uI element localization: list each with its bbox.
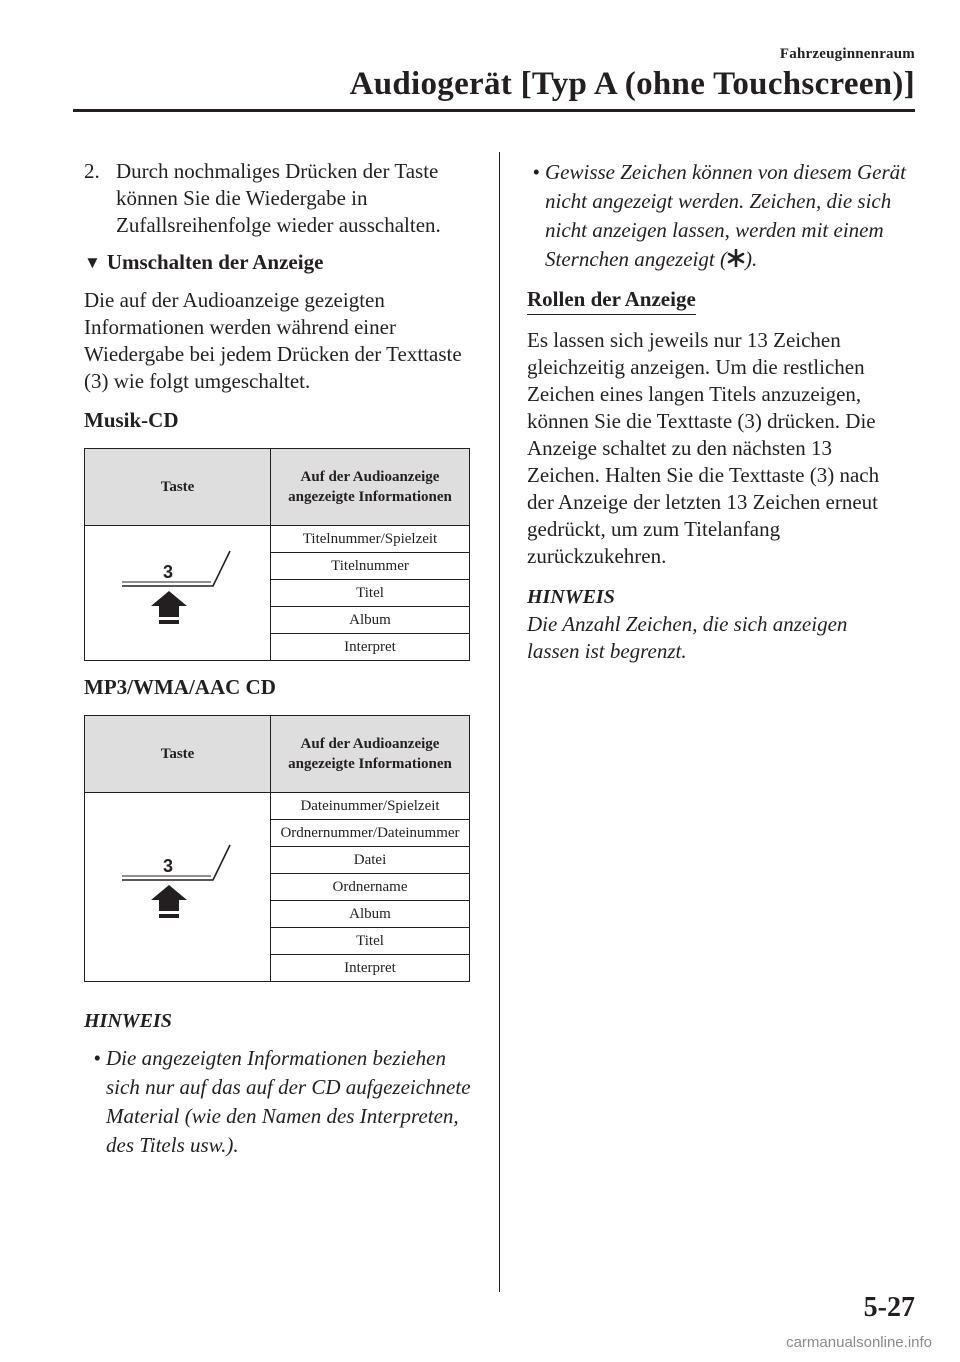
scroll-paragraph: Es lassen sich jeweils nur 13 Zeichen gleichzeitig anzeigen. Um die restlichen Zeichen eines langen Titels anzuzeigen, können Sie die Texttaste (3) drücken. Die Anzeige schaltet zu den nächsten 13 Zeichen. Halten Sie die Texttaste (3) nach der Anzeige der letzten 13 Zeichen erneut gedrückt, um zum Titelanfang zurückzukehren. [527, 328, 880, 568]
page-number: 5-27 [863, 1292, 915, 1323]
mp3-row: Titel [271, 928, 470, 955]
bullet-text-before: Gewisse Zeichen können von diesem Gerät nicht angezeigt werden. Zeichen, die sich nicht anzeigen lassen, werden mit einem Sternchen angezeigt ( [545, 160, 906, 271]
bullet-dot-icon: • [532, 160, 540, 184]
mp3-row: Dateinummer/Spielzeit [271, 793, 470, 820]
mp3-table-key-header: Taste [85, 716, 271, 793]
cd-table-key-header: Taste [85, 449, 271, 526]
asterisk-icon [727, 249, 745, 267]
watermark: carmanualsonline.info [786, 1334, 932, 1351]
cd-row: Interpret [271, 634, 470, 661]
section-heading-text: Umschalten der Anzeige [106, 250, 324, 274]
bullet-dot-icon: • [93, 1046, 101, 1070]
cd-row: Titel [271, 580, 470, 607]
left-column [84, 158, 474, 1160]
step-text: Durch nochmaliges Drücken der Taste können Sie die Wiedergabe in Zufallsreihenfolge wieder ausschalten. [116, 159, 441, 237]
triangle-down-icon: ▼ [84, 253, 101, 272]
mp3-table [84, 715, 470, 982]
bullet-text-after: ). [744, 247, 758, 271]
text-button-icon [122, 549, 234, 631]
button-number-label: 3 [162, 856, 173, 876]
cd-row: Album [271, 607, 470, 634]
mp3-row: Ordnername [271, 874, 470, 901]
mp3-row: Album [271, 901, 470, 928]
step-2 [84, 158, 474, 239]
cd-table [84, 448, 470, 661]
mp3-row: Datei [271, 847, 470, 874]
header-rule [73, 109, 915, 112]
note-bullet-text: Die angezeigten Informationen beziehen sich nur auf das auf der CD aufgezeichnete Material (wie den Namen des Interpreten, des Titels usw.). [106, 1046, 471, 1157]
right-note-text: Die Anzahl Zeichen, die sich anzeigen lassen ist begrenzt. [527, 612, 848, 663]
intro-paragraph: Die auf der Audioanzeige gezeigten Informationen werden während einer Wiedergabe bei jedem Drücken der Texttaste (3) wie folgt umgeschaltet. [84, 288, 462, 393]
step-number: 2. [84, 159, 100, 183]
right-note-bullet [527, 158, 917, 274]
mp3-row: Interpret [271, 955, 470, 982]
text-button-icon [122, 843, 234, 925]
mp3-title: MP3/WMA/AAC CD [84, 675, 276, 699]
header-section: Fahrzeuginnenraum [779, 46, 915, 62]
cd-title: Musik-CD [84, 408, 179, 432]
cd-row: Titelnummer/Spielzeit [271, 526, 470, 553]
scroll-heading: Rollen der Anzeige [527, 286, 696, 315]
page-title: Audiogerät [Typ A (ohne Touchscreen)] [349, 66, 915, 102]
cd-row: Titelnummer [271, 553, 470, 580]
button-number-label: 3 [162, 562, 173, 582]
right-column [527, 158, 917, 665]
column-divider [499, 152, 500, 1292]
mp3-key-cell [85, 793, 271, 982]
cd-table-info-header: Auf der Audioanzeige angezeigte Informationen [271, 449, 470, 526]
mp3-table-info-header: Auf der Audioanzeige angezeigte Informationen [271, 716, 470, 793]
note-title: HINWEIS [84, 1010, 172, 1032]
section-heading [84, 249, 474, 276]
cd-key-cell [85, 526, 271, 661]
right-note-title: HINWEIS [527, 586, 615, 608]
mp3-row: Ordnernummer/Dateinummer [271, 820, 470, 847]
note-bullet [84, 1044, 474, 1160]
